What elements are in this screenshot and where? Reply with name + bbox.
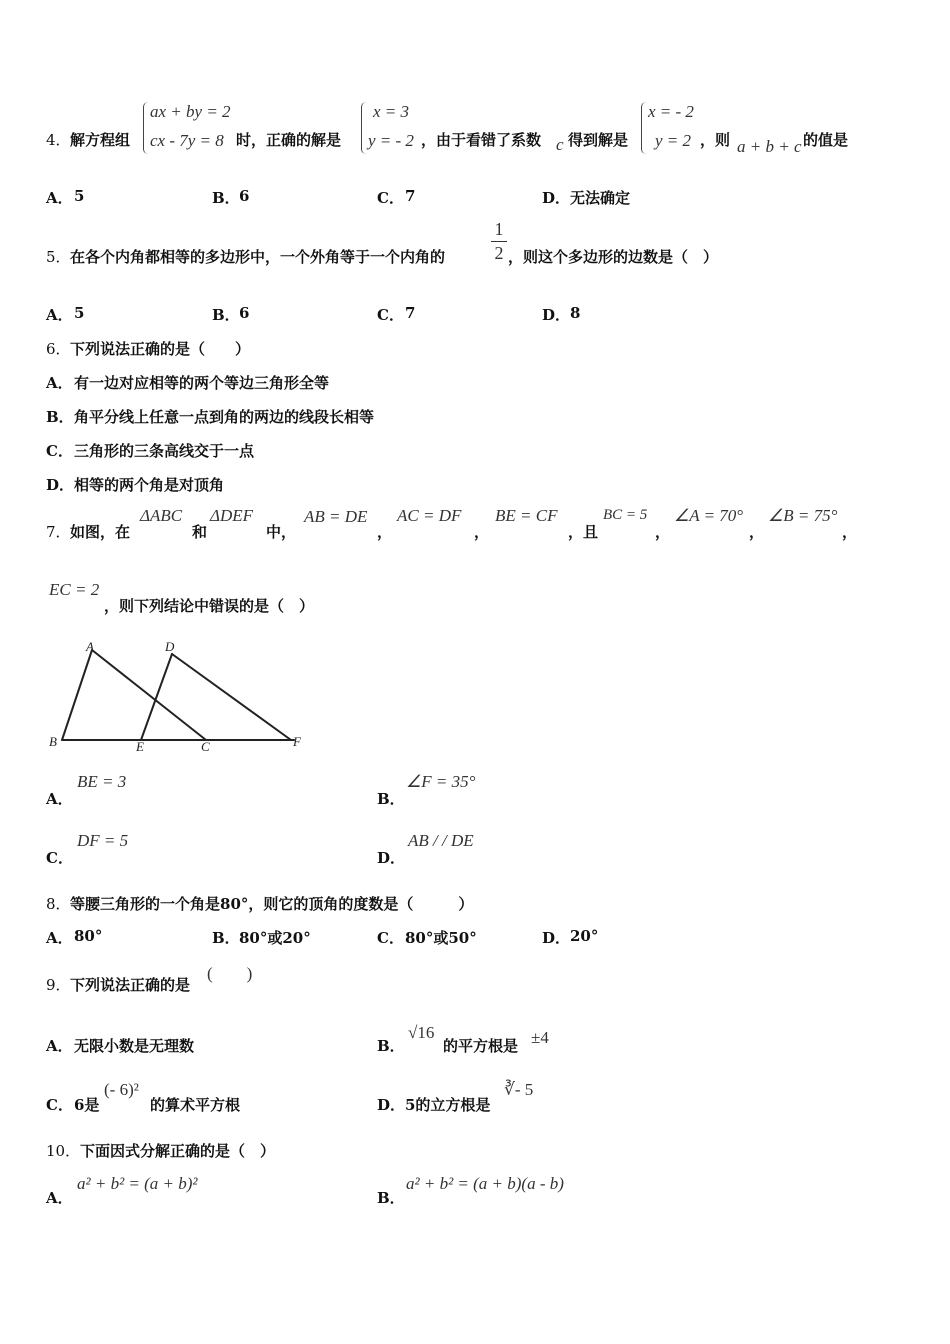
question-text: 下面因式分解正确的是（ ） (80, 1142, 276, 1160)
math-condition: AC = DF (397, 506, 462, 525)
point-label-e: E (136, 739, 144, 754)
option-d-label: D． (542, 306, 571, 324)
question-text: 中， (266, 523, 297, 541)
math-variable: c (556, 135, 564, 154)
option-b[interactable]: ∠F = 35° (406, 772, 476, 791)
question-text: 解方程组 (70, 131, 131, 149)
answer-parentheses: ( ) (207, 964, 253, 983)
option-b[interactable]: 的平方根是 (443, 1037, 519, 1055)
option-a[interactable]: BE = 3 (77, 772, 127, 791)
option-d-label: D． (377, 849, 406, 867)
option-b-label: B． (212, 929, 240, 947)
equation: x = 3 (373, 102, 410, 121)
option-c-label: C． (46, 849, 73, 867)
option-a-label: A． (46, 1037, 73, 1055)
option-d-label: D． (542, 189, 571, 207)
question-text: 等腰三角形的一个角是80°，则它的顶角的度数是（ ） (70, 895, 474, 913)
question-text: ，由于看错了系数 (421, 131, 542, 149)
option-d[interactable]: 相等的两个角是对顶角 (74, 476, 225, 494)
option-a-label: A． (46, 1189, 73, 1207)
option-c-label: C． (377, 189, 404, 207)
fraction-numerator: 1 (494, 219, 504, 239)
point-label-a: A (86, 639, 94, 654)
fraction-denominator: 2 (494, 243, 504, 263)
option-c[interactable]: 7 (405, 187, 416, 205)
question-text: 下列说法正确的是 (70, 976, 191, 994)
option-a[interactable]: a² + b² = (a + b)² (77, 1174, 198, 1193)
question-text: 时，正确的解是 (236, 131, 342, 149)
math-condition: BC = 5 (603, 507, 648, 523)
option-b[interactable]: 6 (239, 187, 250, 205)
option-c-label: C． (377, 306, 404, 324)
math-triangle: ΔABC (140, 506, 183, 525)
question-text: ，则 (700, 131, 731, 149)
option-d-label: D． (542, 929, 571, 947)
option-d[interactable]: AB / / DE (408, 831, 474, 850)
math-condition: ∠B = 75° (768, 506, 838, 525)
option-b-value[interactable]: ±4 (531, 1028, 549, 1047)
segment-ab (62, 650, 92, 740)
system-brace (143, 102, 148, 154)
option-a-label: A． (46, 306, 73, 324)
option-c-label: C． (377, 929, 404, 947)
question-text: 在各个内角都相等的多边形中，一个外角等于一个内角的 (70, 248, 446, 266)
option-c[interactable]: 三角形的三条高线交于一点 (74, 442, 255, 460)
question-number: 7． (46, 523, 71, 541)
equation: y = 2 (655, 131, 692, 150)
option-b-label: B． (377, 1189, 405, 1207)
question-number: 5． (46, 248, 71, 266)
fraction-one-half (491, 219, 507, 264)
question-number: 6． (46, 340, 71, 358)
option-d[interactable]: 8 (570, 304, 581, 322)
option-b[interactable]: 80°或20° (239, 929, 311, 947)
equation: ax + by = 2 (150, 102, 231, 121)
option-d[interactable]: 20° (570, 927, 599, 945)
option-a[interactable]: 5 (74, 304, 85, 322)
math-condition: EC = 2 (49, 580, 100, 599)
option-d-label: D． (377, 1096, 406, 1114)
math-condition: AB = DE (304, 507, 368, 526)
option-a[interactable]: 80° (74, 927, 103, 945)
point-label-d: D (165, 639, 175, 654)
option-c[interactable]: DF = 5 (77, 831, 129, 850)
option-a[interactable]: 5 (74, 187, 85, 205)
question-text: ，则下列结论中错误的是（ ） (104, 597, 315, 615)
question-text: 的值是 (803, 131, 849, 149)
option-c[interactable]: 80°或50° (405, 929, 477, 947)
option-d-math[interactable]: ∛- 5 (504, 1080, 534, 1099)
math-condition: ∠A = 70° (674, 506, 744, 525)
question-number: 10． (46, 1142, 81, 1160)
option-a[interactable]: 无限小数是无理数 (74, 1037, 195, 1055)
option-a-label: A． (46, 374, 73, 392)
option-c-math[interactable]: (- 6)² (104, 1080, 139, 1099)
equation: x = - 2 (648, 102, 694, 121)
triangle-figure (46, 636, 316, 758)
option-b-math[interactable]: √16 (408, 1023, 435, 1042)
option-b[interactable]: 角平分线上任意一点到角的两边的线段长相等 (74, 408, 375, 426)
separator: ， (655, 523, 671, 541)
option-b[interactable]: 6 (239, 304, 250, 322)
option-c[interactable]: 6是 (74, 1096, 100, 1114)
equation: y = - 2 (368, 131, 414, 150)
system-brace (641, 102, 646, 154)
option-c[interactable]: 7 (405, 304, 416, 322)
question-text: 和 (192, 523, 208, 541)
option-b-label: B． (212, 306, 240, 324)
equation: cx - 7y = 8 (150, 131, 224, 150)
segment-ac (92, 650, 206, 740)
separator: ， (474, 523, 490, 541)
segment-de (141, 654, 172, 740)
math-expression: a + b + c (737, 137, 802, 156)
question-number: 8． (46, 895, 71, 913)
question-text: ，且 (568, 523, 599, 541)
math-condition: BE = CF (495, 506, 558, 525)
option-b-label: B． (212, 189, 240, 207)
point-label-f: F (293, 734, 301, 749)
system-brace (361, 102, 366, 154)
question-text: 下列说法正确的是（ ） (70, 340, 251, 358)
question-text: ，则这个多边形的边数是（ ） (508, 248, 719, 266)
question-text: 得到解是 (568, 131, 629, 149)
math-triangle: ΔDEF (210, 506, 254, 525)
option-c-label: C． (46, 1096, 73, 1114)
fraction-bar (491, 241, 507, 242)
option-b-label: B． (46, 408, 74, 426)
option-d[interactable]: 无法确定 (570, 189, 631, 207)
option-a[interactable]: 有一边对应相等的两个等边三角形全等 (74, 374, 330, 392)
question-number: 9． (46, 976, 71, 994)
point-label-b: B (49, 734, 57, 749)
option-c-text[interactable]: 的算术平方根 (150, 1096, 241, 1114)
question-number: 4． (46, 131, 71, 149)
option-a-label: A． (46, 929, 73, 947)
option-b[interactable]: a² + b² = (a + b)(a - b) (406, 1174, 564, 1193)
option-b-label: B． (377, 790, 405, 808)
separator: ， (842, 523, 858, 541)
option-a-label: A． (46, 189, 73, 207)
option-d[interactable]: 5的立方根是 (405, 1096, 491, 1114)
option-d-label: D． (46, 476, 75, 494)
option-c-label: C． (46, 442, 73, 460)
option-a-label: A． (46, 790, 73, 808)
separator: ， (749, 523, 765, 541)
point-label-c: C (201, 739, 210, 754)
question-text: 如图，在 (70, 523, 131, 541)
option-b-label: B． (377, 1037, 405, 1055)
separator: ， (377, 523, 393, 541)
